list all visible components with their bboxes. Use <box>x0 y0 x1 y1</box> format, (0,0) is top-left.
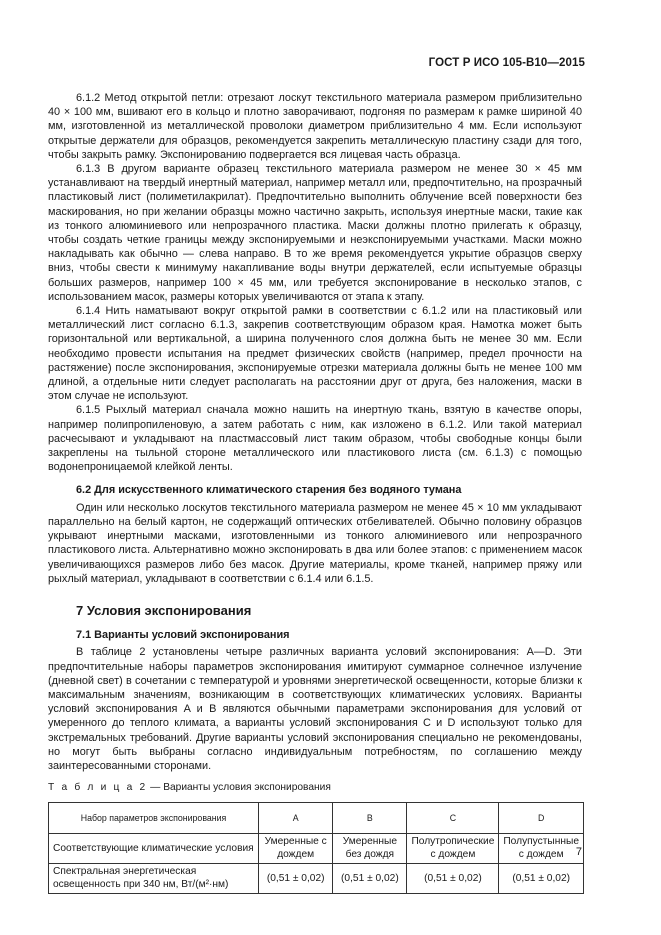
table-cell: Спектральная энергетическая освещенность при 340 нм, Вт/(м²·нм) <box>49 864 259 894</box>
table-cell: (0,51 ± 0,02) <box>333 864 407 894</box>
heading-7-1: 7.1 Варианты условий экспонирования <box>76 629 290 642</box>
table-row <box>49 834 584 864</box>
table-cell: Полупустынные с дождем <box>499 834 584 864</box>
heading-6-2: 6.2 Для искусственного климатического старения без водяного тумана <box>76 484 462 497</box>
paragraph-6-1-4: 6.1.4 Нить наматывают вокруг открытой рамки в соответствии с 6.1.2 или на пластиковый или металлический лист согласно 6.1.3, закрепив соответствующим образом края. Намотка может быть горизонтальной или вертикальной, а ширина полученного слоя должна быть не менее 30 мм. Если необходимо провести испытания на предмет физических свойств (например, предел прочности на растяжение) после экспонирования, экспонируемые отрезки материала должны быть не менее 100 мм длиной, а отдельные нити следует располагать на расстоянии друг от друга, без наложения, маски в этом случае не используют. <box>48 305 582 403</box>
table-caption-label: Т а б л и ц а 2 <box>48 782 148 794</box>
paragraph-6-1-3: 6.1.3 В другом варианте образец текстильного материала размером не менее 30 × 45 мм устанавливают на твердый инертный материал, например металл или, предпочтительно, на прозрачный пластиковый лист (полиметилакрилат). Предпочтительно выполнить облучение всей поверхности без маскирования, но при желании образцы можно частично закрыть, используя инертные маски, такие как из тонкого алюминиевого или непрозрачного пластика. Маски должны плотно прилегать к образцу, чтобы создать четкие границы между экспонируемыми и неэкспонируемыми участками. Маски можно накладывать как обычно — слева направо. В то же время рекомендуется укрытие образцов сверху вниз, чтобы свести к минимуму накапливание воды внутри держателей, если испытуемые образцы больших размеров, например 100 × 45 мм, или требуется экспонирование в несколько этапов, с использованием масок, размеры которых увеличиваются от этапа к этапу. <box>48 163 582 303</box>
table-header-cell: C <box>407 803 499 834</box>
table-cell: (0,51 ± 0,02) <box>259 864 333 894</box>
table-header-row <box>49 803 584 834</box>
table-caption <box>48 781 582 795</box>
page-content <box>48 91 582 894</box>
table-cell: Полутропические с дождем <box>407 834 499 864</box>
table-cell: Соответствующие климатические условия <box>49 834 259 864</box>
table-row <box>49 864 584 894</box>
table-cell: (0,51 ± 0,02) <box>499 864 584 894</box>
table-cell: (0,51 ± 0,02) <box>407 864 499 894</box>
page-number: 7 <box>575 846 582 858</box>
table-caption-text: — Варианты условия экспонирования <box>147 782 331 794</box>
table-cell: Умеренные без дождя <box>333 834 407 864</box>
table-header-cell: Набор параметров экспонирования <box>49 803 259 834</box>
exposure-conditions-table <box>48 802 584 894</box>
table-header-cell: B <box>333 803 407 834</box>
document-header: ГОСТ Р ИСО 105-В10—2015 <box>428 57 585 69</box>
paragraph-6-2: Один или несколько лоскутов текстильного материала размером не менее 45 × 10 мм укладывают параллельно на белый картон, не содержащий оптических отбеливателей. Обычно половину образцов укрывают инертными масками, изготовленными из тонкого алюминиевого или непрозрачного пластикового листа. Альтернативно можно экспонировать в два или более этапов: с применением масок увеличивающихся размеров либо без масок. Другие материалы, кроме тканей, например пряжу или рыхлый материал, укладывают в соответствии с 6.1.4 или 6.1.5. <box>48 501 582 585</box>
table-header-cell: A <box>259 803 333 834</box>
table-cell: Умеренные с дождем <box>259 834 333 864</box>
paragraph-6-1-2: 6.1.2 Метод открытой петли: отрезают лоскут текстильного материала размером приблизительно 40 × 100 мм, вшивают его в кольцо и плотно заворачивают, подгоняя по размерам к рамке шириной 40 мм, изготовленной из металлической проволоки диаметром приблизительно 4 мм. Если используют открытые держатели для образцов, рекомендуется закрепить металлическую пластину сзади для того, чтобы закрыть рамку. Экспонированию подвергается вся лицевая часть образца. <box>48 92 582 161</box>
heading-7: 7 Условия экспонирования <box>76 602 252 618</box>
paragraph-6-1-5: 6.1.5 Рыхлый материал сначала можно нашить на инертную ткань, взятую в качестве опоры, например полипропиленовую, а затем работать с ним, как изложено в 6.1.2. Или такой материал расчесывают и укладывают на пластмассовый лист таким образом, чтобы свободные концы были закреплены на тыльной стороне металлического или пластикового листа (см. 6.1.3) с помощью водонепроницаемой клейкой ленты. <box>48 404 582 474</box>
table-header-cell: D <box>499 803 584 834</box>
paragraph-7-1: В таблице 2 установлены четыре различных варианта условий экспонирования: A—D. Эти предпочтительные наборы параметров экспонирования имитируют суммарное солнечное излучение (дневной свет) в сочетании с температурой и уровнями энергетической освещенности, которые близки к максимальным значениям, возникающим в соответствующих климатических условиях. Варианты условий экспонирования A и B являются обычными параметрами экспонирования для условий от умеренного до теплого климата, а варианты условий экспонирования C и D используют только для экстремальных требований. Другие варианты условий экспонирования специально не рекомендованы, но могут быть выбраны согласно индивидуальным потребностям, по соглашению между заинтересованными сторонами. <box>48 646 582 772</box>
